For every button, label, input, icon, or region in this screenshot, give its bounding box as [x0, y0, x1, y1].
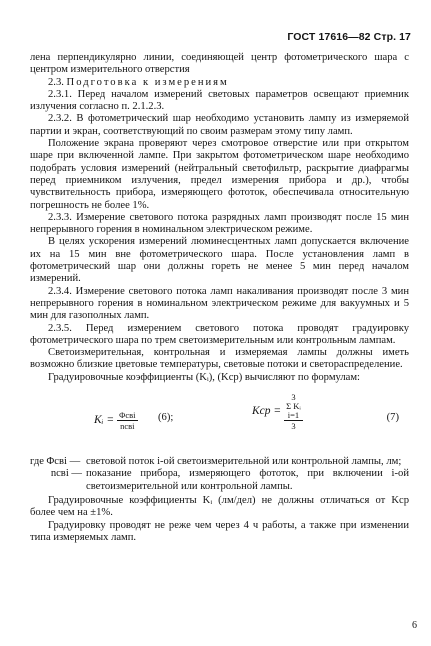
clause-2-3-5-formulas-intro: Градуировочные коэффициенты (Kᵢ), (Kср) вычисляют по формулам: [48, 371, 360, 383]
clause-2-3-2-continued: Положение экрана проверяют через смотровое отверстие или при открытом шаре при включенной лампе. При закрытом фотометрическом шаре необходимо подобрать условия измерений (нейтральный светофильтр, раскрытие диафрагмы перед приемником излучения, предел измерения прибора и др.), чтобы чувствительность прибора, измеряющего фототок, обеспечивала относительную погрешность не более 1%. [30, 138, 409, 211]
paragraph-calibration-interval: Градуировку проводят не реже чем через 4 ч работы, а также при изменении типа измеряемых ламп. [30, 519, 409, 543]
clause-2-3-3: 2.3.3. Измерение светового потока разрядных ламп производят после 15 мин непрерывного горения в номинальном электрическом режиме. [30, 211, 409, 236]
paragraph-tolerance: Градуировочные коэффициенты Kᵢ (лм/дел) не должны отличаться от Kср более чем на ±1%. [30, 494, 409, 519]
paragraph-continuation: лена перпендикулярно линии, соединяющей центр фотометрического шара с центром измерительного отверстия [30, 52, 409, 76]
sum-upper-limit: 3 [291, 392, 296, 403]
definition-reading-text: показание прибора, измеряющего фототок, при включении i-ой светоизмерительной или контрольной лампы. [86, 468, 409, 492]
formula-block [30, 390, 409, 452]
clause-2-3-4: 2.3.4. Измерение светового потока ламп накаливания производят после 3 мин непрерывного горения в номинальном электрическом режиме для вакуумных и 5 мин для газополных ламп. [30, 285, 409, 322]
clause-2-3-2: 2.3.2. В фотометрический шар необходимо установить лампу из измеряемой партии и экран, соответствующий по своим размерам этому типу ламп. [30, 113, 409, 137]
formula-7-number: (7) [386, 412, 399, 424]
definition-flux-text: световой поток i-ой светоизмерительной или контрольной лампы, лм; [86, 456, 402, 468]
sum-body: Σ Kᵢ [286, 401, 301, 412]
document-body [30, 52, 409, 544]
formula-7 [252, 392, 306, 431]
section-heading [30, 77, 409, 89]
formula-6-lhs: Kᵢ = [94, 414, 115, 427]
clause-2-3-1: 2.3.1. Перед началом измерений световых параметров освещают приемник излучения согласно п. 2.1.2.3. [30, 88, 409, 113]
definition-reading-term: nсвi — [50, 468, 82, 480]
sum-lower-limit: i=1 [287, 410, 300, 421]
formula-6-denominator: nсвi [120, 421, 135, 432]
definition-flux-term: где Φсвi — [30, 456, 81, 468]
page-header: ГОСТ 17616—82 Стр. 17 [287, 31, 411, 43]
clause-2-3-5: 2.3.5. Перед измерением светового потока проводят градуировку фотометрического шара по трем светоизмерительным или контрольным лампам. [30, 322, 409, 346]
formula-7-denominator: 3 [291, 421, 296, 432]
formula-6-fraction [117, 410, 137, 431]
definition-reading [30, 468, 409, 493]
section-title: Подготовка к измерениям [66, 76, 229, 88]
formula-6 [94, 410, 141, 431]
definitions-list [30, 456, 409, 493]
formula-6-numerator: Φсвi [119, 410, 136, 421]
section-number: 2.3. [48, 76, 64, 88]
formula-7-lhs: Kср = [252, 405, 282, 418]
clause-2-3-3-continued: В целях ускорения измерений люминесцентных ламп допускается включение их на 15 мин вне фотометрического шара. После установления ламп в фотометрический шар они должны гореть не менее 5 мин перед началом измерений. [30, 236, 409, 285]
formula-7-fraction [284, 392, 303, 431]
margin-mark: 6 [412, 620, 417, 631]
formula-7-numerator [284, 392, 303, 421]
definition-flux [30, 456, 409, 468]
sum-operator [286, 393, 301, 420]
formula-6-number: (6); [158, 412, 174, 424]
clause-2-3-5-lamps: Светоизмерительная, контрольная и измеряемая лампы должны иметь возможно близкие цветовые температуры, световые потоки и светораспределение. [30, 347, 409, 371]
